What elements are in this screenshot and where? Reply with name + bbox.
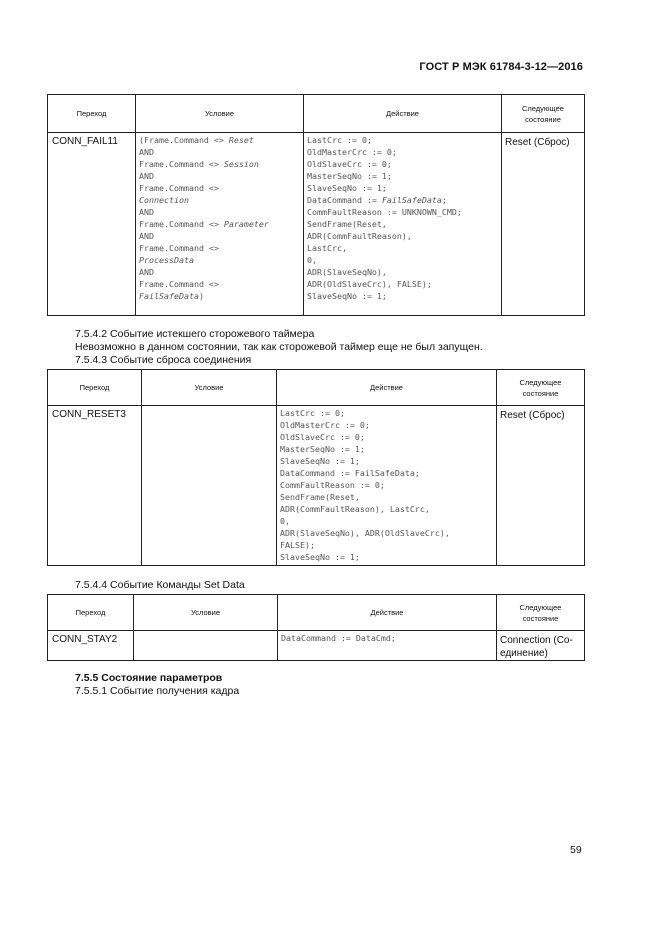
code-line: (Frame.Command <> Reset <box>139 135 254 145</box>
code-line: AND <box>139 267 154 277</box>
code-line: ADR(CommFaultReason), <box>307 231 412 241</box>
cell-transition: CONN_STAY2 <box>48 631 134 661</box>
transition-table-fail11 <box>47 94 585 316</box>
code-line: LastCrc, <box>307 243 347 253</box>
header-condition: Условие <box>142 370 277 406</box>
code-line: SendFrame(Reset, <box>280 492 360 502</box>
code-line: CommFaultReason := 0; <box>280 480 385 490</box>
cell-next-state: Connection (Со-единение) <box>497 631 585 661</box>
code-line: Frame.Command <> <box>139 183 219 193</box>
code-line: 0, <box>280 516 290 526</box>
code-line: OldSlaveCrc := 0; <box>307 159 392 169</box>
code-line: ADR(SlaveSeqNo), <box>307 267 387 277</box>
document-header-standard: ГОСТ Р МЭК 61784-3-12—2016 <box>419 61 583 73</box>
code-line: CommFaultReason := UNKNOWN_CMD; <box>307 207 462 217</box>
code-line: AND <box>139 231 154 241</box>
code-line: Frame.Command <> <box>139 243 219 253</box>
section-755-title: 7.5.5 Состояние параметров <box>75 672 223 684</box>
transition-table-reset3 <box>47 369 585 566</box>
code-line: AND <box>139 171 154 181</box>
header-action: Действие <box>277 370 497 406</box>
code-line: FailSafeData) <box>139 291 204 301</box>
cell-condition <box>142 406 277 566</box>
section-7542-text: Невозможно в данном состоянии, так как сторожевой таймер еще не был запущен. <box>75 341 483 353</box>
code-line: Connection <box>139 195 189 205</box>
code-line: OldMasterCrc := 0; <box>307 147 397 157</box>
code-line: MasterSeqNo := 1; <box>280 444 365 454</box>
code-line: SlaveSeqNo := 1; <box>307 183 387 193</box>
code-line: ADR(OldSlaveCrc), FALSE); <box>307 279 432 289</box>
code-line: Frame.Command <> Session <box>139 159 259 169</box>
code-line: ProcessData <box>139 255 194 265</box>
code-line: AND <box>139 207 154 217</box>
cell-transition: CONN_RESET3 <box>48 406 142 566</box>
cell-action <box>277 406 497 566</box>
code-line: Frame.Command <> Parameter <box>139 219 269 229</box>
code-line: LastCrc := 0; <box>280 408 345 418</box>
code-line: Frame.Command <> <box>139 279 219 289</box>
code-line: OldSlaveCrc := 0; <box>280 432 365 442</box>
code-line: LastCrc := 0; <box>307 135 372 145</box>
header-transition: Переход <box>48 370 142 406</box>
cell-next-state: Reset (Сброс) <box>502 133 585 316</box>
code-line: DataCommand := FailSafeData; <box>307 195 447 205</box>
transition-table-stay2 <box>47 594 585 661</box>
cell-next-state: Reset (Сброс) <box>497 406 585 566</box>
code-line: DataCommand := DataCmd; <box>281 633 396 643</box>
code-line: ADR(CommFaultReason), LastCrc, <box>280 504 430 514</box>
section-7542-title: 7.5.4.2 Событие истекшего сторожевого таймера <box>75 328 315 340</box>
section-7551-title: 7.5.5.1 Событие получения кадра <box>75 685 240 697</box>
header-next-state: Следующее состояние <box>497 370 585 406</box>
cell-action <box>304 133 502 316</box>
code-line: DataCommand := FailSafeData; <box>280 468 420 478</box>
header-next-state: Следующее состояние <box>502 95 585 133</box>
cell-condition <box>136 133 304 316</box>
code-line: SlaveSeqNo := 1; <box>280 456 360 466</box>
section-7543-title: 7.5.4.3 Событие сброса соединения <box>75 354 252 366</box>
header-action: Действие <box>278 595 497 631</box>
code-line: SendFrame(Reset, <box>307 219 387 229</box>
code-line: SlaveSeqNo := 1; <box>307 291 387 301</box>
cell-transition: CONN_FAIL11 <box>48 133 136 316</box>
header-action: Действие <box>304 95 502 133</box>
code-line: FALSE); <box>280 540 315 550</box>
header-condition: Условие <box>134 595 278 631</box>
code-line: SlaveSeqNo := 1; <box>280 552 360 562</box>
code-line: OldMasterCrc := 0; <box>280 420 370 430</box>
header-transition: Переход <box>48 95 136 133</box>
header-next-state: Следующее состояние <box>497 595 585 631</box>
code-line: ADR(SlaveSeqNo), ADR(OldSlaveCrc), <box>280 528 450 538</box>
cell-condition <box>134 631 278 661</box>
code-line: MasterSeqNo := 1; <box>307 171 392 181</box>
header-transition: Переход <box>48 595 134 631</box>
code-line: 0, <box>307 255 317 265</box>
page-number: 59 <box>570 844 582 856</box>
section-7544-title: 7.5.4.4 Событие Команды Set Data <box>75 579 245 591</box>
code-line: AND <box>139 147 154 157</box>
cell-action <box>278 631 497 661</box>
header-condition: Условие <box>136 95 304 133</box>
